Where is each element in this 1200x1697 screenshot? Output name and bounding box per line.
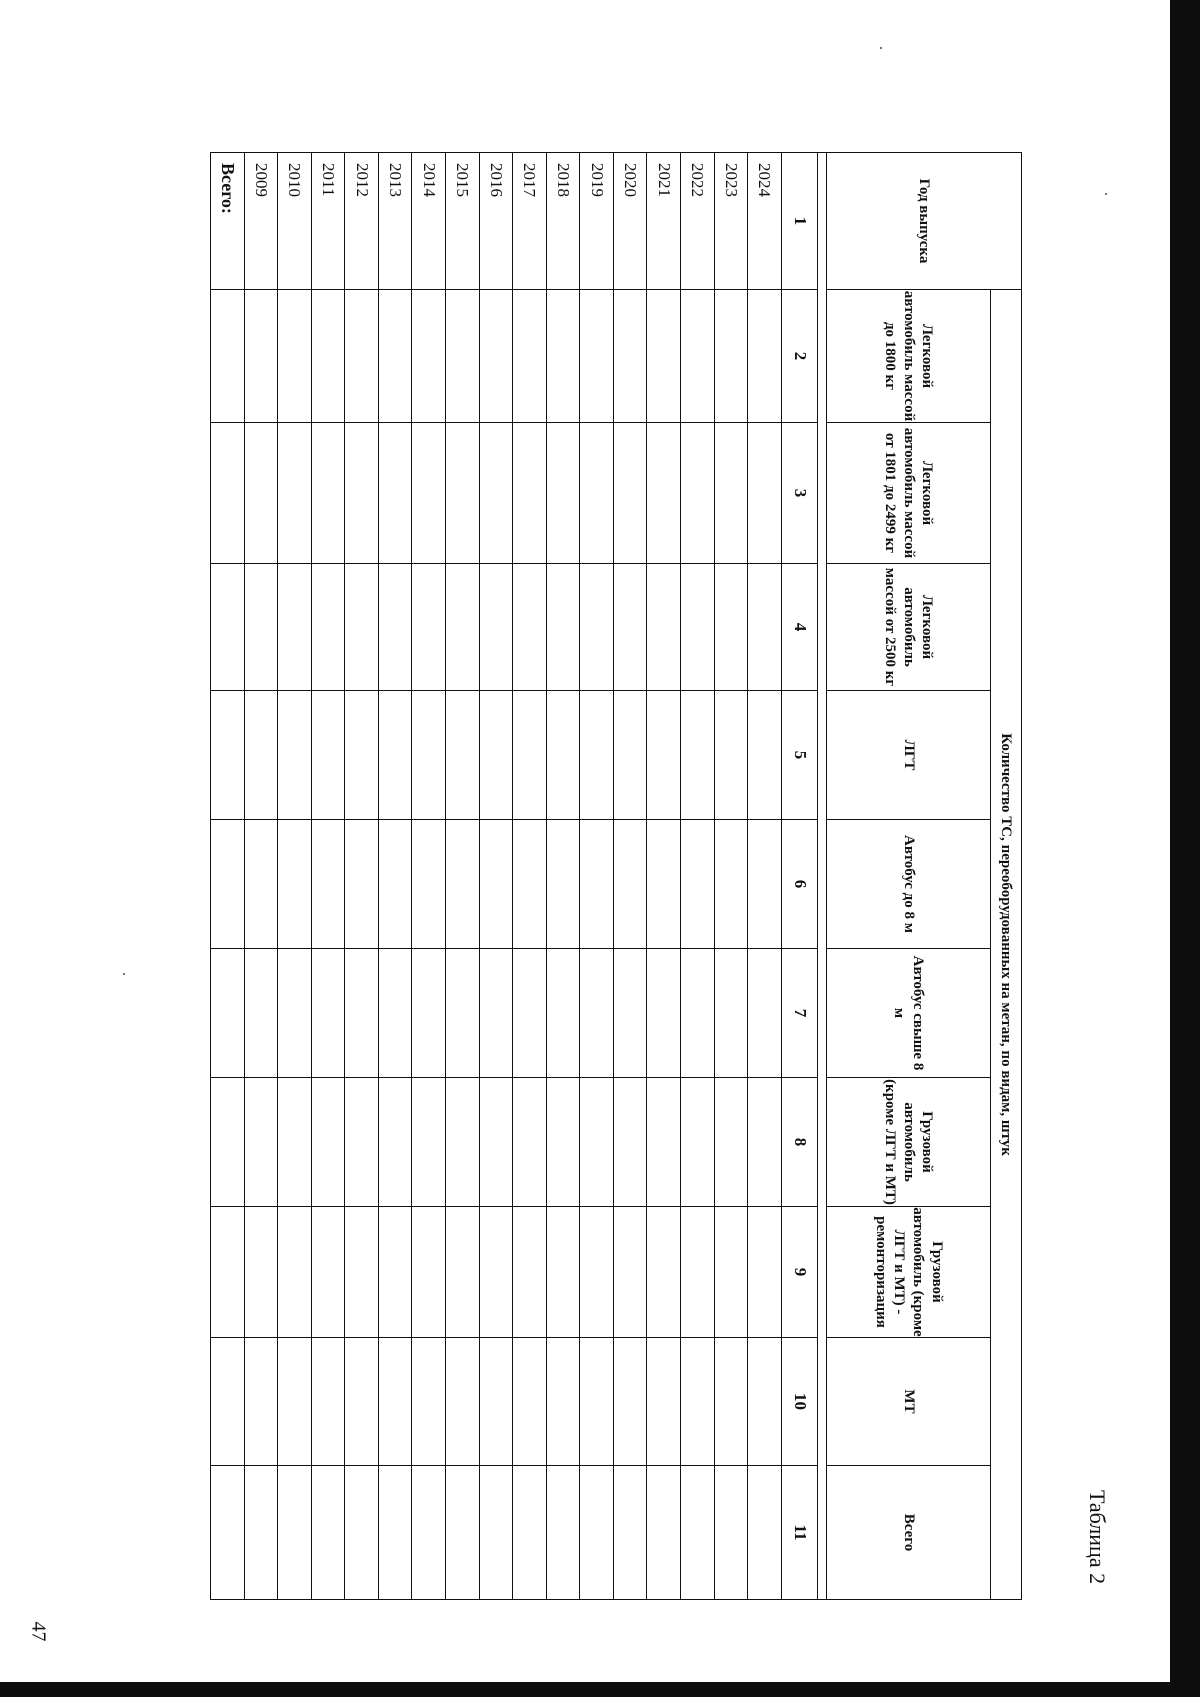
data-cell [580,691,614,820]
data-cell [546,1338,580,1466]
data-cell [311,1466,345,1600]
data-cell [714,1207,748,1338]
year-cell: 2014 [412,153,446,290]
year-cell: 2022 [680,153,714,290]
scan-speck [123,973,125,975]
data-cell [311,290,345,423]
year-cell: 2023 [714,153,748,290]
data-cell [680,949,714,1078]
total-cell [211,1207,245,1338]
column-number-9: 9 [781,1207,818,1338]
data-cell [680,1207,714,1338]
year-row [311,153,345,1600]
data-cell [546,691,580,820]
data-cell [680,1338,714,1466]
data-cell [714,423,748,564]
data-cell [580,949,614,1078]
column-numbers-row [781,153,818,1600]
total-cell [211,1078,245,1207]
data-cell [513,1207,547,1338]
data-cell [546,1207,580,1338]
year-row [278,153,312,1600]
year-cell: 2019 [580,153,614,290]
data-cell [513,691,547,820]
data-cell [714,564,748,691]
total-cell [211,564,245,691]
header-columns-row [827,153,990,1600]
data-cell [647,423,681,564]
data-cell [546,1466,580,1600]
data-cell [479,1078,513,1207]
data-cell [513,1078,547,1207]
data-cell [580,564,614,691]
header-gap [818,153,827,1600]
data-cell [244,423,278,564]
data-cell [278,1207,312,1338]
data-cell [412,1078,446,1207]
data-cell [647,290,681,423]
data-cell [513,564,547,691]
total-cell [211,1338,245,1466]
year-cell: 2009 [244,153,278,290]
data-cell [412,820,446,949]
scan-border-right [1170,0,1200,1697]
data-cell [479,1466,513,1600]
data-cell [748,1207,782,1338]
column-number-2: 2 [781,290,818,423]
data-cell [580,1078,614,1207]
data-cell [479,1338,513,1466]
data-cell [278,290,312,423]
data-cell [714,949,748,1078]
data-cell [311,949,345,1078]
data-cell [378,290,412,423]
data-cell [748,423,782,564]
data-cell [479,820,513,949]
total-cell [211,691,245,820]
data-cell [244,290,278,423]
table-caption: Таблица 2 [1085,1490,1110,1585]
column-number-8: 8 [781,1078,818,1207]
data-cell [345,1338,379,1466]
year-row [479,153,513,1600]
year-row [613,153,647,1600]
data-cell [613,820,647,949]
data-cell [647,949,681,1078]
data-cell [613,423,647,564]
data-cell [647,691,681,820]
year-row [412,153,446,1600]
header-col-6: Автобус до 8 м [827,820,990,949]
scan-speck [880,47,882,49]
data-cell [278,564,312,691]
data-cell [446,820,480,949]
data-cell [613,1207,647,1338]
column-number-10: 10 [781,1338,818,1466]
data-cell [613,564,647,691]
data-cell [546,423,580,564]
data-cell [546,949,580,1078]
year-row [580,153,614,1600]
total-cell [211,949,245,1078]
data-cell [278,691,312,820]
data-cell [546,1078,580,1207]
header-col-3: Легковой автомобиль массой от 1801 до 2499 кг [827,423,990,564]
data-cell [647,820,681,949]
data-cell [378,1207,412,1338]
data-cell [748,564,782,691]
data-cell [680,691,714,820]
year-row [446,153,480,1600]
data-cell [680,290,714,423]
data-cell [714,691,748,820]
data-cell [378,1466,412,1600]
data-cell [311,564,345,691]
data-cell [412,949,446,1078]
year-cell: 2018 [546,153,580,290]
data-cell [446,290,480,423]
year-cell: 2021 [647,153,681,290]
header-col-8: Грузовой автомобиль (кроме ЛГТ и МТ) [827,1078,990,1207]
data-cell [412,1338,446,1466]
data-cell [546,820,580,949]
data-cell [278,1466,312,1600]
year-cell: 2012 [345,153,379,290]
data-cell [446,691,480,820]
data-cell [580,1338,614,1466]
year-cell: 2024 [748,153,782,290]
data-cell [244,564,278,691]
data-cell [680,820,714,949]
data-cell [311,1078,345,1207]
data-cell [714,820,748,949]
data-cell [647,1078,681,1207]
total-row [211,153,245,1600]
data-cell [345,1207,379,1338]
data-cell [513,1466,547,1600]
data-cell [479,1207,513,1338]
column-number-5: 5 [781,691,818,820]
header-group-row [990,153,1021,1600]
data-cell [479,949,513,1078]
header-col-10: МТ [827,1338,990,1466]
data-cell [378,949,412,1078]
data-cell [546,290,580,423]
data-cell [513,423,547,564]
data-cell [680,564,714,691]
column-number-6: 6 [781,820,818,949]
data-cell [345,820,379,949]
data-cell [378,1338,412,1466]
data-cell [613,1338,647,1466]
data-cell [311,691,345,820]
data-cell [513,1338,547,1466]
column-number-7: 7 [781,949,818,1078]
year-cell: 2020 [613,153,647,290]
data-cell [412,290,446,423]
data-cell [311,1207,345,1338]
data-cell [244,1078,278,1207]
data-cell [412,564,446,691]
data-cell [446,1338,480,1466]
page-mark: 47 [27,1621,50,1642]
header-col-9: Грузовой автомобиль (кроме ЛГТ и МТ) - ремонторизация [827,1207,990,1338]
data-cell [479,423,513,564]
data-cell [345,949,379,1078]
header-gap-row [818,153,827,1600]
data-cell [479,290,513,423]
data-cell [412,1466,446,1600]
data-cell [680,423,714,564]
data-cell [714,1078,748,1207]
data-cell [345,564,379,691]
data-cell [479,564,513,691]
data-cell [513,290,547,423]
data-cell [748,290,782,423]
header-year: Год выпуска [827,153,1022,290]
data-cell [546,564,580,691]
data-cell [345,691,379,820]
data-cell [680,1078,714,1207]
data-cell [345,1466,379,1600]
data-cell [513,820,547,949]
year-row [680,153,714,1600]
data-cell [311,423,345,564]
data-cell [446,423,480,564]
data-cell [680,1466,714,1600]
data-cell [748,1078,782,1207]
column-number-4: 4 [781,564,818,691]
year-cell: 2013 [378,153,412,290]
data-cell [580,290,614,423]
data-cell [378,1078,412,1207]
data-cell [345,290,379,423]
data-cell [647,1207,681,1338]
data-cell [412,691,446,820]
data-cell [244,1466,278,1600]
data-cell [446,1078,480,1207]
data-cell [244,949,278,1078]
year-row [244,153,278,1600]
column-number-3: 3 [781,423,818,564]
year-row [546,153,580,1600]
data-cell [412,1207,446,1338]
data-cell [580,1466,614,1600]
scan-border-bottom [0,1682,1200,1697]
data-cell [278,423,312,564]
data-cell [311,1338,345,1466]
data-cell [278,949,312,1078]
data-cell [412,423,446,564]
data-cell [613,1078,647,1207]
data-cell [446,1466,480,1600]
data-cell [580,820,614,949]
data-cell [378,691,412,820]
data-cell [714,1338,748,1466]
total-cell [211,1466,245,1600]
year-cell: 2016 [479,153,513,290]
data-cell [748,1466,782,1600]
data-cell [613,290,647,423]
header-col-5: ЛГТ [827,691,990,820]
data-cell [613,1466,647,1600]
year-row [345,153,379,1600]
year-cell: 2017 [513,153,547,290]
data-cell [244,1338,278,1466]
header-col-2: Легковой автомобиль массой до 1800 кг [827,290,990,423]
data-cell [244,820,278,949]
data-cell [748,820,782,949]
column-number-1: 1 [781,153,818,290]
data-cell [748,949,782,1078]
header-col-11: Всего [827,1466,990,1600]
data-cell [446,564,480,691]
column-number-11: 11 [781,1466,818,1600]
total-cell [211,423,245,564]
data-cell [513,949,547,1078]
year-cell: 2015 [446,153,480,290]
year-cell: 2011 [311,153,345,290]
total-cell [211,290,245,423]
data-cell [647,564,681,691]
data-cell [647,1466,681,1600]
data-cell [345,1078,379,1207]
data-cell [378,423,412,564]
total-label: Всего: [211,153,245,290]
year-row [513,153,547,1600]
vehicle-conversion-table [210,152,1022,1600]
data-cell [345,423,379,564]
data-cell [748,691,782,820]
total-cell [211,820,245,949]
data-cell [244,691,278,820]
data-cell [446,1207,480,1338]
data-cell [613,691,647,820]
data-cell [278,1078,312,1207]
year-row [647,153,681,1600]
data-cell [278,1338,312,1466]
header-group-title: Количество ТС, переоборудованных на метан, по видам, штук [990,290,1021,1600]
year-row [714,153,748,1600]
data-cell [278,820,312,949]
scan-speck [1105,193,1107,195]
data-cell [580,423,614,564]
data-cell [479,691,513,820]
data-cell [580,1207,614,1338]
year-row [748,153,782,1600]
year-cell: 2010 [278,153,312,290]
data-cell [378,820,412,949]
header-col-7: Автобус свыше 8 м [827,949,990,1078]
data-cell [244,1207,278,1338]
data-cell [378,564,412,691]
year-row [378,153,412,1600]
data-cell [311,820,345,949]
header-col-4: Легковой автомобиль массой от 2500 кг [827,564,990,691]
data-cell [613,949,647,1078]
data-cell [714,290,748,423]
rotated-table-wrapper [210,152,1022,1599]
data-cell [446,949,480,1078]
data-cell [647,1338,681,1466]
data-cell [748,1338,782,1466]
data-cell [714,1466,748,1600]
